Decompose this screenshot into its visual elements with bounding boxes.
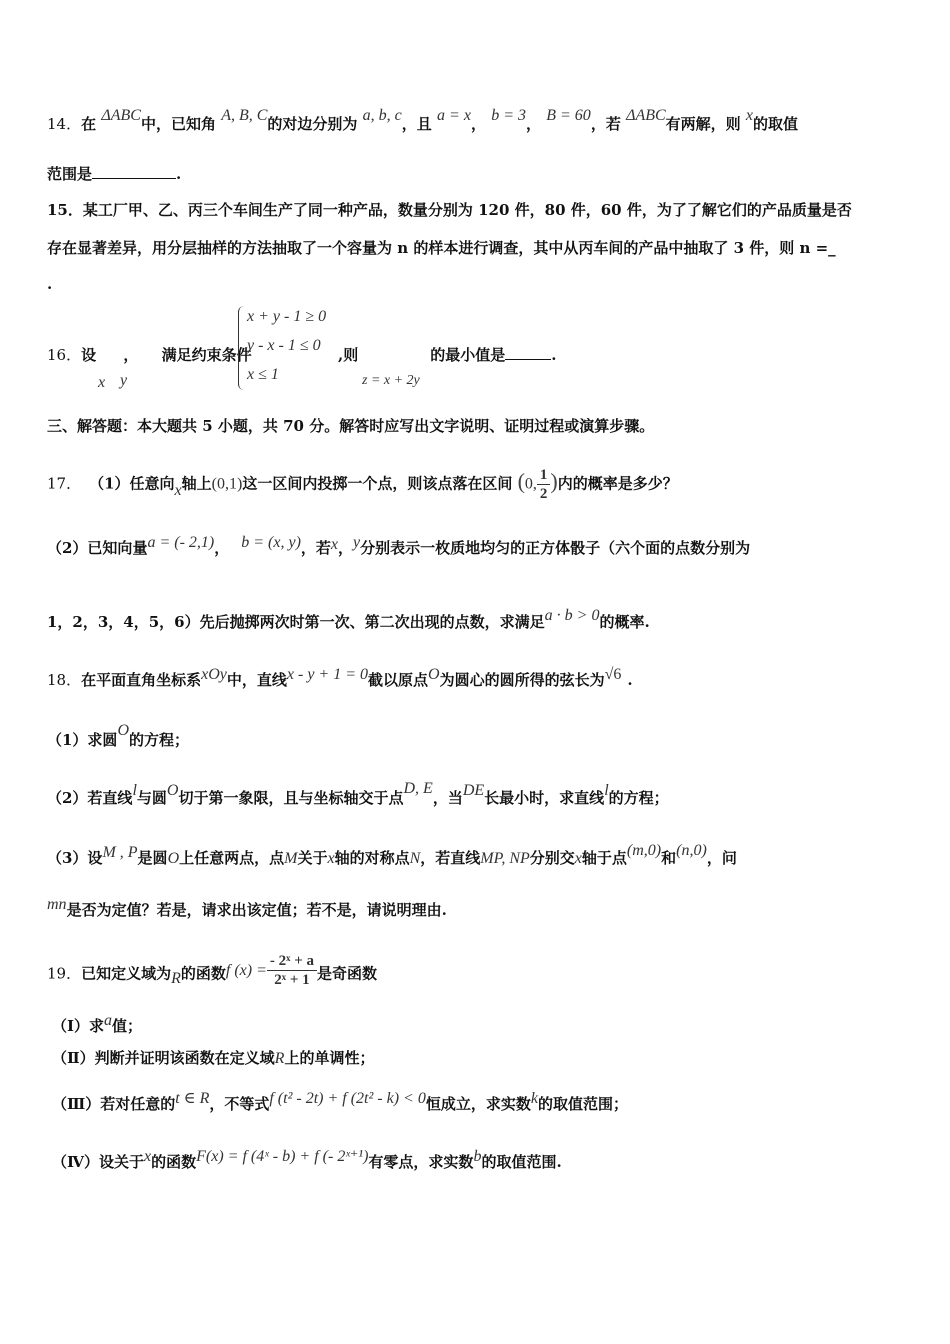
- text: 和: [661, 849, 677, 867]
- math-mn: mn: [47, 896, 67, 913]
- question-18-part1: [47, 722, 190, 751]
- text: 分别表示一枚质地均匀的正方体骰子（六个面的点数分别为: [360, 539, 751, 557]
- math-sqrt6: √6: [604, 666, 622, 683]
- question-14-line2: [47, 164, 181, 184]
- text: .: [627, 671, 633, 689]
- text: （2）已知向量: [47, 539, 148, 557]
- text: ，: [123, 346, 139, 364]
- text: 的概率.: [599, 613, 650, 631]
- text: 中，已知角: [140, 115, 216, 133]
- text: 满足约束条件: [161, 346, 252, 364]
- question-16-line: [47, 345, 252, 365]
- text: 已知定义域为: [81, 964, 172, 983]
- text: 轴于点: [581, 849, 627, 867]
- text: ，问: [706, 849, 737, 867]
- math-x: x: [174, 481, 182, 499]
- text: 中，直线: [226, 671, 287, 689]
- math-MP: M , P: [102, 844, 138, 861]
- denominator: 2ˣ + 1: [274, 972, 310, 988]
- text: 有零点，求实数: [368, 1153, 474, 1171]
- constraint-system: [238, 306, 349, 390]
- math-line: x - y + 1 = 0: [286, 666, 369, 683]
- question-number: 19．: [47, 964, 82, 983]
- math-y: y: [120, 372, 128, 389]
- text: ,则: [338, 346, 359, 364]
- section-header: 三、解答题：本大题共 5 小题，共 70 分。解答时应写出文字说明、证明过程或演算步骤。: [47, 417, 655, 435]
- question-19-part3: [52, 1090, 628, 1115]
- question-number: 18．: [47, 671, 82, 689]
- text: ，若: [590, 115, 621, 133]
- text: 上任意两点，点: [179, 849, 285, 867]
- math-x: x: [574, 850, 582, 867]
- math-O: O: [117, 722, 129, 739]
- text: （2）若直线: [47, 789, 133, 807]
- text: ，若: [300, 539, 331, 557]
- question-17-part3: [47, 607, 650, 633]
- text: 有两解，则: [665, 115, 741, 133]
- math-xOy: xOy: [201, 666, 227, 683]
- question-19-part4: [52, 1148, 562, 1173]
- question-number: 14．: [47, 115, 82, 133]
- text: ，且: [401, 115, 432, 133]
- denominator: 2: [539, 486, 548, 502]
- question-17-part2: [47, 534, 751, 559]
- text: ，若直线: [420, 849, 481, 867]
- text: 这一区间内投掷一个点，则该点落在区间: [242, 474, 513, 493]
- math-x: x: [745, 107, 754, 124]
- math-point-n: (n,0): [676, 842, 707, 859]
- question-15-line2: 存在显著差异，用分层抽样的方法抽取了一个容量为 n 的样本进行调查，其中从丙车间的产品中抽取了 3 件，则 n =_: [47, 239, 836, 257]
- text: 的函数: [180, 964, 226, 983]
- math-DE-points: D, E: [403, 780, 433, 797]
- question-19-part2: [52, 1048, 374, 1069]
- math-interval: (0,1): [211, 475, 243, 493]
- text: 与圆: [136, 789, 167, 807]
- math-R: R: [171, 969, 181, 987]
- text: 恒成立，求实数: [425, 1095, 531, 1113]
- math-l: l: [604, 782, 609, 799]
- text: ，当: [432, 789, 463, 807]
- question-18-part3-cont: [47, 896, 447, 921]
- math-O: O: [428, 666, 440, 683]
- text: 关于: [297, 849, 328, 867]
- constraint-1: x + y - 1 ≥ 0: [247, 308, 327, 325]
- text: .: [176, 165, 182, 183]
- text: ，: [214, 539, 230, 557]
- math-fraction-half: [537, 466, 551, 503]
- math-angles: A, B, C: [221, 107, 268, 124]
- numerator: - 2ˣ + a: [267, 952, 317, 971]
- text: 值；: [112, 1017, 143, 1035]
- text: 内的概率是多少？: [557, 474, 678, 493]
- math-vector-b: b = (x, y): [241, 534, 301, 551]
- text: ，: [338, 539, 354, 557]
- answer-blank: [92, 164, 176, 179]
- question-18-part2: [47, 780, 669, 809]
- math-N: N: [409, 850, 421, 867]
- text: 为圆心的圆所得的弦长为: [439, 671, 605, 689]
- math-O: O: [166, 782, 179, 799]
- math-point-m: (m,0): [626, 842, 662, 859]
- math-b: b: [473, 1148, 482, 1165]
- text: （1）求圆: [47, 731, 118, 749]
- text: 截以原点: [368, 671, 429, 689]
- question-14-line1: [47, 107, 799, 135]
- math-fx: f (x) =: [225, 961, 267, 979]
- math-MP-NP: MP, NP: [480, 850, 530, 867]
- math-a: a: [104, 1012, 113, 1029]
- math-O: O: [167, 850, 180, 867]
- text: 在: [81, 115, 97, 133]
- text: 是奇函数: [317, 964, 378, 983]
- question-19-line1: [47, 953, 378, 993]
- math-B-eq-60: B = 60: [546, 107, 591, 124]
- math-x: x: [327, 850, 335, 867]
- math-b-eq-3: b = 3: [491, 107, 526, 124]
- question-number: 16．: [47, 346, 82, 364]
- text: 长最小时，求直线: [484, 789, 605, 807]
- math-k: k: [530, 1090, 538, 1107]
- text: 1，2，3，4，5，6）先后抛掷两次时第一次、第二次出现的点数，求满足: [47, 613, 545, 631]
- math-x: x: [330, 536, 339, 553]
- text: （Ⅲ）若对任意的: [52, 1095, 176, 1113]
- text: （3）设: [47, 849, 103, 867]
- answer-blank: [505, 345, 551, 360]
- math-function-fraction: [267, 952, 317, 989]
- text: 设: [81, 346, 97, 364]
- math-a-eq-x: a = x: [437, 107, 471, 124]
- text: 的函数: [151, 1153, 197, 1171]
- numerator: 1: [537, 466, 551, 485]
- text: 上的单调性；: [284, 1049, 375, 1067]
- math-t-in-R: t ∈ R: [175, 1090, 210, 1107]
- text: ，不等式: [209, 1095, 270, 1113]
- text: 的对边分别为: [267, 115, 358, 133]
- text: （Ⅰ）求: [52, 1017, 105, 1035]
- math-F-function: F(x) = f (4ˣ - b) + f (- 2ˣ⁺¹): [196, 1148, 369, 1165]
- text: ，: [525, 115, 541, 133]
- constraint-3: x ≤ 1: [247, 366, 279, 383]
- text: 轴的对称点: [334, 849, 410, 867]
- math-R: R: [274, 1050, 285, 1067]
- text: ，: [470, 115, 486, 133]
- math-x: x: [144, 1148, 152, 1165]
- text: 的方程；: [608, 789, 669, 807]
- text: 轴上: [181, 474, 212, 493]
- math-x: x: [98, 374, 106, 391]
- question-18-line1: [47, 666, 633, 691]
- text: 范围是: [47, 165, 93, 183]
- text: 是圆: [137, 849, 168, 867]
- text: .: [551, 346, 557, 364]
- text: （Ⅱ）判断并证明该函数在定义域: [52, 1049, 275, 1067]
- math-sides: a, b, c: [362, 107, 402, 124]
- text: （1）任意向: [89, 474, 175, 493]
- text: 是否为定值？若是，请求出该定值；若不是，请说明理由.: [66, 901, 447, 919]
- math-triangle: ΔABC: [626, 107, 666, 124]
- question-15-line3: .: [47, 275, 53, 293]
- text: 切于第一象限，且与坐标轴交于点: [178, 789, 404, 807]
- text: （Ⅳ）设关于: [52, 1153, 145, 1171]
- constraint-2: y - x - 1 ≤ 0: [247, 337, 321, 354]
- math-dot-product: a · b > 0: [544, 607, 600, 624]
- text: 的取值: [753, 115, 799, 133]
- math-objective: z = x + 2y: [362, 373, 420, 388]
- question-16-tail: [338, 345, 556, 365]
- math-triangle: ΔABC: [101, 107, 141, 124]
- math-l: l: [132, 782, 137, 799]
- text: 的方程；: [129, 731, 190, 749]
- text: 的取值范围.: [481, 1153, 562, 1171]
- question-15-line1: 15．某工厂甲、乙、丙三个车间生产了同一种产品，数量分别为 120 件，80 件，60 件，为了了解它们的产品质量是否: [47, 201, 852, 219]
- text: 的取值范围；: [537, 1095, 628, 1113]
- math-inequality: f (t² - 2t) + f (2t² - k) < 0: [269, 1090, 426, 1107]
- question-19-part1: [52, 1012, 143, 1037]
- text: 分别交: [529, 849, 575, 867]
- question-17-part1: 17． （1）任意向x轴上(0,1)这一区间内投掷一个点，则该点落在区间 (0, $\frac{1}{2}$ )内的概率是多少？: [47, 467, 678, 502]
- text: 在平面直角坐标系: [81, 671, 202, 689]
- text: 的最小值是: [430, 346, 506, 364]
- math-DE: DE: [462, 782, 485, 799]
- math-y: y: [353, 534, 361, 551]
- math-vector-a: a = (- 2,1): [147, 534, 215, 551]
- question-18-part3: [47, 842, 737, 869]
- math-M: M: [284, 850, 298, 867]
- math-interval-left: 0,: [524, 475, 537, 493]
- question-number: 17．: [47, 474, 82, 493]
